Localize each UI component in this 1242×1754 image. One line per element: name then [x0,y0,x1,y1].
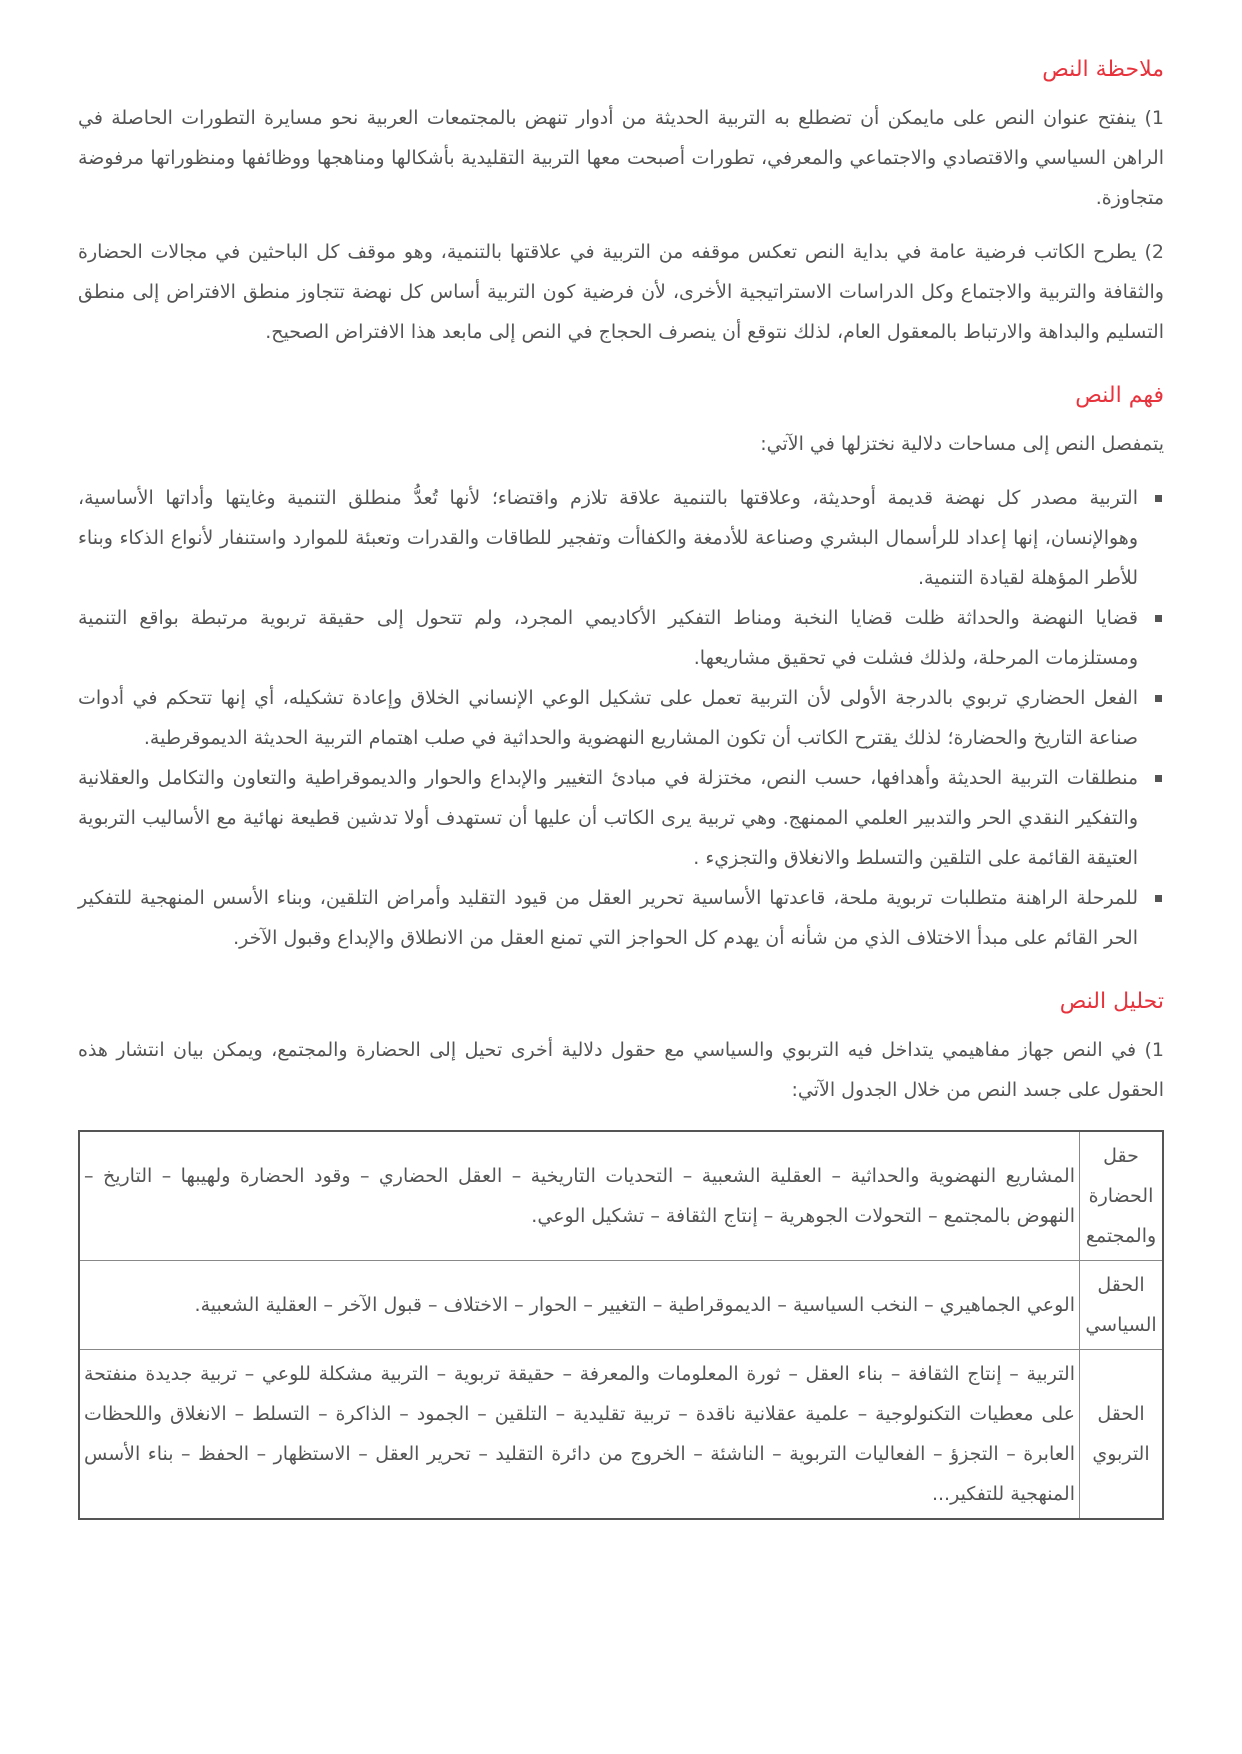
table-row [79,1131,1163,1261]
table-row [79,1261,1163,1350]
understanding-list [78,478,1164,958]
square-bullet-icon [1155,895,1162,902]
list-item-text: الفعل الحضاري تربوي بالدرجة الأولى لأن التربية تعمل على تشكيل الوعي الإنساني الخلاق وإعادة تشكيله، أي إنها تتحكم في أدوات صناعة التاريخ والحضارة؛ لذلك يقترح الكاتب أن تكون المشاريع النهضوية والحداثية في صلب اهتمام التربية الحديثة الديموقرطية. [78,687,1138,749]
understanding-intro: يتمفصل النص إلى مساحات دلالية نختزلها في الآتي: [760,433,1164,455]
list-item [78,758,1164,878]
section-analysis [78,984,1164,1520]
section-heading-note: ملاحظة النص [1042,57,1164,82]
section-note [78,52,1164,352]
list-item-text: التربية مصدر كل نهضة قديمة أوحديثة، وعلاقتها بالتنمية علاقة تلازم واقتضاء؛ لأنها تُعدُّ منطلق التنمية وغايتها وأداتها الأساسية، وهوالإنسان، إنها إعداد للرأسمال البشري وصناعة للأدمغة والكفاأت وتفجير للطاقات والقدرات وتعبئة للموارد واستنفار لأنواع الذكاء وبناء للأطر المؤهلة لقيادة التنمية. [78,487,1138,589]
list-item [78,878,1164,958]
note-paragraph-1: 1) ينفتح عنوان النص على مايمكن أن تضطلع به التربية الحديثة من أدوار تنهض بالمجتمعات العربية نحو مسايرة التطورات الحاصلة في الراهن السياسي والاقتصادي والاجتماعي والمعرفي، تطورات أصبحت معها التربية التقليدية بأشكالها ومناهجها ووظائفها ومنظوراتها مرفوضة متجاوزة. [78,107,1164,209]
section-understanding [78,378,1164,958]
list-item [78,478,1164,598]
list-item [78,598,1164,678]
table-cell-content: التربية – إنتاج الثقافة – بناء العقل – ثورة المعلومات والمعرفة – حقيقة تربوية – التربية مشكلة للوعي – تربية جديدة منفتحة على معطيات التكنولوجية – علمية عقلانية ناقدة – تربية تقليدية – التلقين – الجمود – الذاكرة – التسلط – الانغلاق واللحظات العابرة – التجزؤ – الفعاليات التربوية – الناشئة – الخروج من دائرة التقليد – تحرير العقل – الاستظهار – الحفظ – بناء الأسس المنهجية للتفكير... [79,1350,1080,1520]
square-bullet-icon [1155,695,1162,702]
table-cell-content: المشاريع النهضوية والحداثية – العقلية الشعبية – التحديات التاريخية – العقل الحضاري – وقود الحضارة ولهيبها – التاريخ – النهوض بالمجتمع – التحولات الجوهرية – إنتاج الثقافة – تشكيل الوعي. [79,1131,1080,1261]
semantic-fields-table [78,1130,1164,1520]
table-cell-label: حقل الحضارة والمجتمع [1080,1131,1164,1261]
note-paragraph-2: 2) يطرح الكاتب فرضية عامة في بداية النص تعكس موقفه من التربية في علاقتها بالتنمية، وهو موقف كل الباحثين في مجالات الحضارة والثقافة والتربية والاجتماع وكل الدراسات الاستراتيجية الأخرى، لأن فرضية كون التربية أساس كل نهضة تتجاوز منطق الافتراض إلى منطق التسليم والبداهة والارتباط بالمعقول العام، لذلك نتوقع أن ينصرف الحجاج في النص إلى مابعد هذا الافتراض الصحيح. [78,241,1164,343]
square-bullet-icon [1155,495,1162,502]
list-item [78,678,1164,758]
list-item-text: للمرحلة الراهنة متطلبات تربوية ملحة، قاعدتها الأساسية تحرير العقل من قيود التقليد وأمراض التلقين، وبناء الأسس المنهجية للتفكير الحر القائم على مبدأ الاختلاف الذي من شأنه أن يهدم كل الحواجز التي تمنع العقل من الانطلاق والإبداع وقبول الآخر. [78,887,1138,949]
analysis-paragraph: 1) في النص جهاز مفاهيمي يتداخل فيه التربوي والسياسي مع حقول دلالية أخرى تحيل إلى الحضارة والمجتمع، ويمكن بيان انتشار هذه الحقول على جسد النص من خلال الجدول الآتي: [78,1039,1164,1101]
table-cell-content: الوعي الجماهيري – النخب السياسية – الديموقراطية – التغيير – الحوار – الاختلاف – قبول الآخر – العقلية الشعبية. [79,1261,1080,1350]
list-item-text: قضايا النهضة والحداثة ظلت قضايا النخبة ومناط التفكير الأكاديمي المجرد، ولم تتحول إلى حقيقة تربوية مرتبطة بواقع التنمية ومستلزمات المرحلة، ولذلك فشلت في تحقيق مشاريعها. [78,607,1138,669]
table-row [79,1350,1163,1520]
section-heading-understanding: فهم النص [1075,383,1164,408]
square-bullet-icon [1155,615,1162,622]
table-cell-label: الحقل السياسي [1080,1261,1164,1350]
table-cell-label: الحقل التربوي [1080,1350,1164,1520]
section-heading-analysis: تحليل النص [1059,989,1164,1014]
list-item-text: منطلقات التربية الحديثة وأهدافها، حسب النص، مختزلة في مبادئ التغيير والإبداع والحوار والديموقراطية والتعاون والتكامل والعقلانية والتفكير النقدي الحر والتدبير العلمي الممنهج. وهي تربية يرى الكاتب أن عليها أن تستهدف أولا تدشين قطيعة نهائية مع الأساليب التربوية العتيقة القائمة على التلقين والتسلط والانغلاق والتجزيء . [78,767,1138,869]
square-bullet-icon [1155,775,1162,782]
